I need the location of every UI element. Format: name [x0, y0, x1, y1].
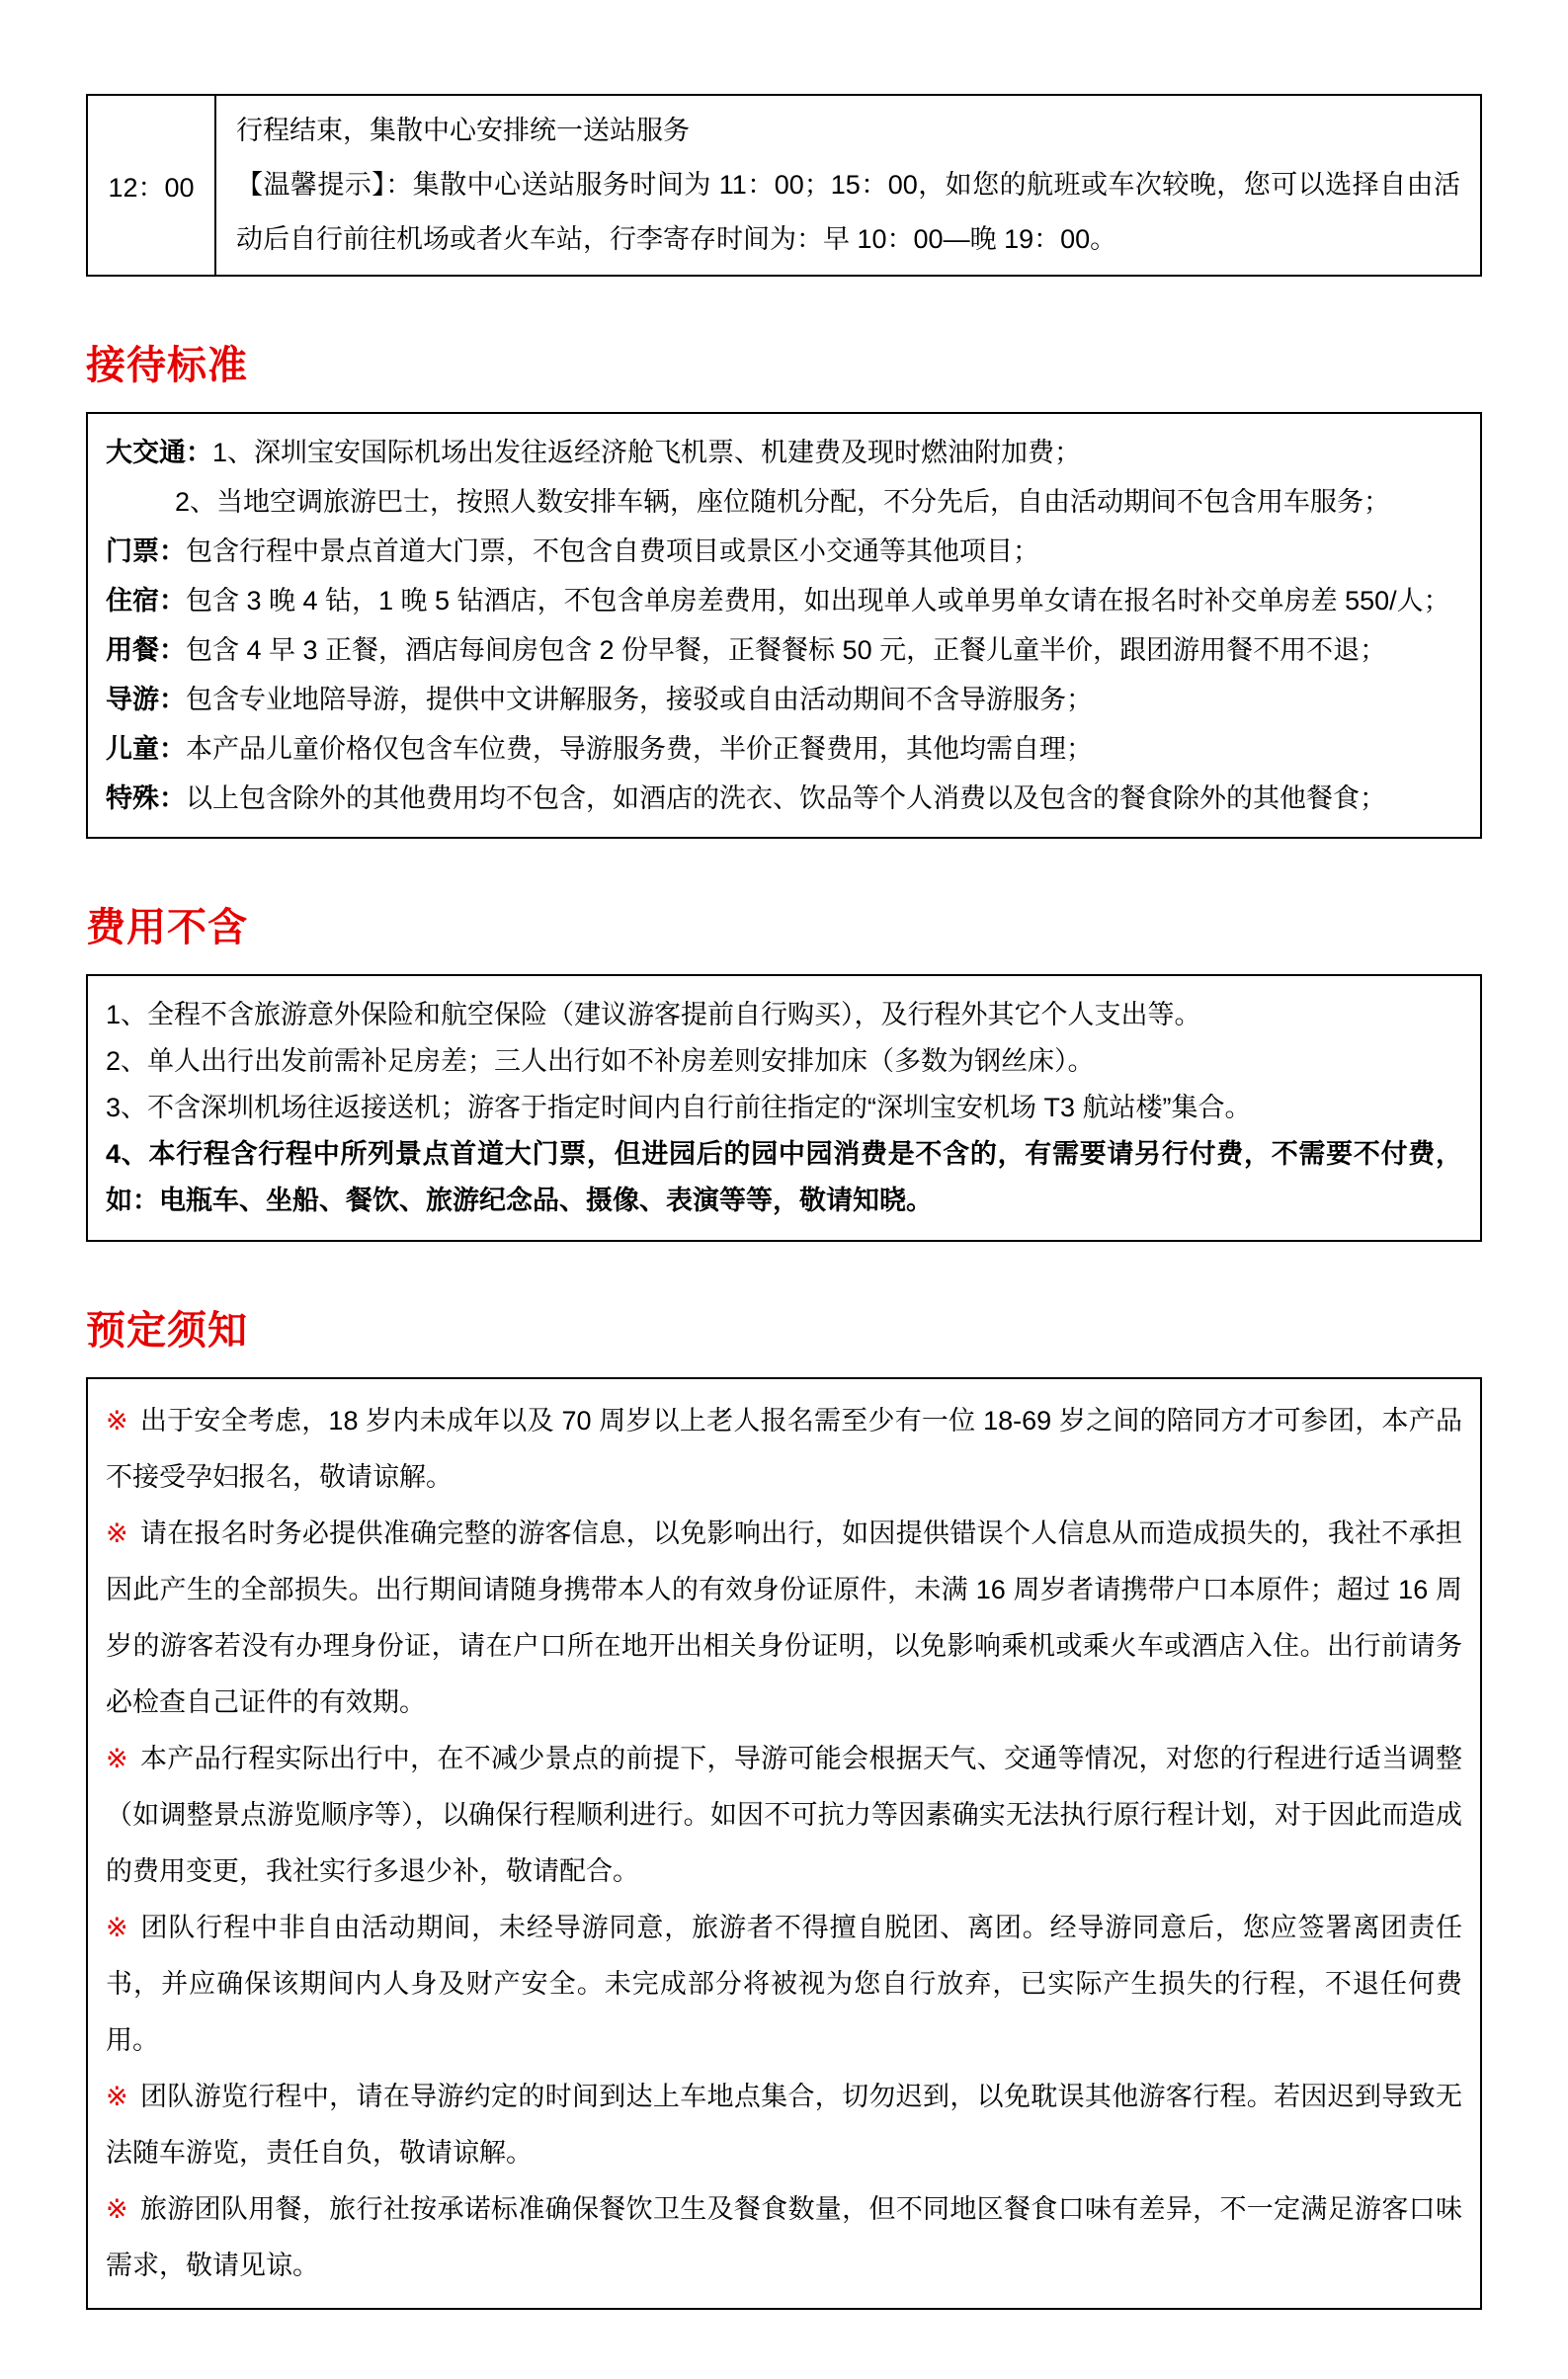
reception-label: 用餐： [106, 635, 186, 665]
section-title-booking-notice: 预定须知 [86, 1309, 248, 1353]
notice-item-text: 旅游团队用餐，旅行社按承诺标准确保餐饮卫生及餐食数量，但不同地区餐食口味有差异，不一定满足游客口味需求，敬请见谅。 [106, 2194, 1462, 2280]
notice-item [106, 1506, 1462, 1731]
schedule-description-cell [215, 95, 1481, 276]
reception-text: 包含专业地陪导游，提供中文讲解服务，接驳或自由活动期间不含导游服务； [186, 685, 1093, 714]
fees-item: 3、不含深圳机场往返接送机；游客于指定时间内自行前往指定的“深圳宝安机场 T3 航站楼”集合。 [106, 1093, 1252, 1122]
reception-line-transport [106, 428, 1462, 477]
reference-mark: ※ [106, 1913, 129, 1942]
schedule-time: 12：00 [87, 95, 215, 276]
notice-item [106, 1900, 1462, 2069]
notice-item-text: 出于安全考虑，18 岁内未成年以及 70 周岁以上老人报名需至少有一位 18-69 岁之间的陪同方才可参团，本产品不接受孕妇报名，敬请谅解。 [106, 1406, 1462, 1492]
reception-line-children [106, 724, 1462, 774]
reception-text: 本产品儿童价格仅包含车位费，导游服务费，半价正餐费用，其他均需自理； [186, 734, 1093, 764]
section-title-fees-not-included: 费用不含 [86, 906, 248, 949]
reception-line-tickets [106, 527, 1462, 576]
notice-item [106, 1393, 1462, 1506]
notice-item-text: 请在报名时务必提供准确完整的游客信息，以免影响出行，如因提供错误个人信息从而造成损失的，我社不承担因此产生的全部损失。出行期间请随身携带本人的有效身份证原件，未满 16 周岁者请携带户口本原件；超过 16 周岁的游客若没有办理身份证，请在户口所在地开出相关身份证明，以免影响乘机或乘火车或酒店入住。出行前请务必检查自己证件的有效期。 [106, 1518, 1462, 1717]
reference-mark: ※ [106, 1518, 128, 1548]
table-row [87, 95, 1481, 276]
reception-line-guide [106, 675, 1462, 724]
notice-item [106, 2069, 1462, 2181]
reception-label: 特殊： [106, 783, 186, 813]
reception-text: 1、深圳宝安国际机场出发往返经济舱飞机票、机建费及现时燃油附加费； [212, 438, 1082, 467]
notice-item [106, 1731, 1462, 1900]
fees-item: 1、全程不含旅游意外保险和航空保险（建议游客提前自行购买），及行程外其它个人支出等。 [106, 1000, 1201, 1029]
booking-notice-box [86, 1377, 1482, 2310]
reference-mark: ※ [106, 1744, 128, 1773]
reception-text: 包含行程中景点首道大门票，不包含自费项目或景区小交通等其他项目； [186, 536, 1039, 566]
schedule-line: 行程结束，集散中心安排统一送站服务 [236, 116, 690, 145]
fees-not-included-box [86, 974, 1482, 1242]
reception-text: 以上包含除外的其他费用均不包含，如酒店的洗衣、饮品等个人消费以及包含的餐食除外的其他餐食； [186, 783, 1386, 813]
section-title-reception-standards: 接待标准 [86, 344, 248, 387]
reference-mark: ※ [106, 1406, 128, 1436]
fees-item: 2、单人出行出发前需补足房差；三人出行如不补房差则安排加床（多数为钢丝床）。 [106, 1046, 1095, 1076]
schedule-warm-tip: 【温馨提示】：集散中心送站服务时间为 11：00；15：00，如您的航班或车次较晚，您可以选择自由活动后自行前往机场或者火车站，行李寄存时间为：早 10：00—晚 19：00。 [236, 170, 1460, 254]
reception-text: 包含 4 早 3 正餐，酒店每间房包含 2 份早餐，正餐餐标 50 元，正餐儿童半价，跟团游用餐不用不退； [186, 635, 1387, 665]
fees-item-emphasized: 4、本行程含行程中所列景点首道大门票，但进园后的园中园消费是不含的，有需要请另行付费，不需要不付费，如：电瓶车、坐船、餐饮、旅游纪念品、摄像、表演等等，敬请知晓。 [106, 1139, 1462, 1215]
reception-line-meals [106, 625, 1462, 675]
notice-item [106, 2181, 1462, 2294]
departure-schedule-table [86, 94, 1482, 277]
reception-standards-box [86, 412, 1482, 839]
reference-mark: ※ [106, 2194, 128, 2224]
reception-label: 儿童： [106, 734, 186, 764]
reception-label: 大交通： [106, 438, 212, 467]
reception-text: 包含 3 晚 4 钻，1 晚 5 钻酒店，不包含单房差费用，如出现单人或单男单女请在报名时补交单房差 550/人； [186, 586, 1450, 615]
reception-label: 门票： [106, 536, 186, 566]
reception-label: 住宿： [106, 586, 186, 615]
notice-item-text: 团队游览行程中，请在导游约定的时间到达上车地点集合，切勿迟到，以免耽误其他游客行程。若因迟到导致无法随车游览，责任自负，敬请谅解。 [106, 2082, 1462, 2168]
reception-label: 导游： [106, 685, 186, 714]
notice-item-text: 本产品行程实际出行中，在不减少景点的前提下，导游可能会根据天气、交通等情况，对您的行程进行适当调整（如调整景点游览顺序等），以确保行程顺利进行。如因不可抗力等因素确实无法执行原行程计划，对于因此而造成的费用变更，我社实行多退少补，敬请配合。 [106, 1744, 1462, 1886]
reception-line-transport-2 [106, 477, 1462, 527]
reception-text: 2、当地空调旅游巴士，按照人数安排车辆，座位随机分配，不分先后，自由活动期间不包含用车服务； [175, 487, 1391, 517]
reception-line-special [106, 774, 1462, 823]
reference-mark: ※ [106, 2082, 128, 2111]
reception-line-hotel [106, 576, 1462, 625]
notice-item-text: 团队行程中非自由活动期间，未经导游同意，旅游者不得擅自脱团、离团。经导游同意后，您应签署离团责任书，并应确保该期间内人身及财产安全。未完成部分将被视为您自行放弃，已实际产生损失的行程，不退任何费用。 [106, 1913, 1463, 2055]
